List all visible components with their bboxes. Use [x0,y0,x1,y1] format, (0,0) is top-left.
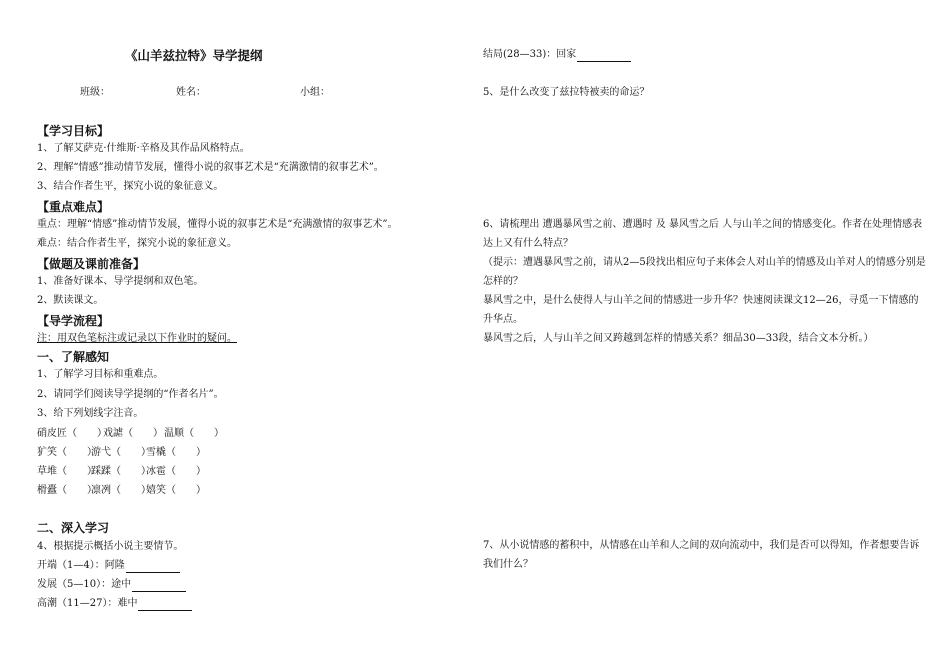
objective-item: 2、理解“情感”推动情节发展，懂得小说的叙事艺术是“充满激情的叙事艺术”。 [37,162,384,173]
pinyin-cell: 温顺（ ） [164,428,224,439]
pinyin-cell: 草堆（ ） [37,466,97,477]
plot-line [37,578,186,592]
pinyin-cell: 硝皮匠（ ） [37,428,107,439]
plot-line [37,597,192,611]
answer-blank[interactable] [132,580,186,592]
understand-item: 3、给下列划线字注音。 [37,408,144,419]
class-label: 班级： [80,87,110,98]
key-point-item: 难点：结合作者生平，探究小说的象征意义。 [37,238,237,249]
section-understand: 一、了解感知 [37,350,110,364]
section-flow: 【导学流程】 [37,314,110,328]
hint-after-storm: 暴风雪之后，人与山羊之间又跨越到怎样的情感关系？细品30—33段，结合文本分析。） [483,333,874,344]
question-5: 5、是什么改变了兹拉特被卖的命运？ [483,87,650,98]
plot-label: 发展（5—10）：途中 [37,579,132,590]
prep-item: 1、准备好课本、导学提纲和双色笔。 [37,276,204,287]
pinyin-cell: 犷笑（ ） [37,447,97,458]
plot-label: 开端（1—4）：阿隆 [37,560,125,571]
answer-blank[interactable] [138,599,192,611]
plot-line [483,48,631,62]
prep-item: 2、默读课文。 [37,295,104,306]
objective-item: 3、结合作者生平，探究小说的象征意义。 [37,181,224,192]
answer-blank[interactable] [126,561,180,573]
pinyin-cell: 嬉笑（ ） [146,485,206,496]
plot-prompt: 4、根据提示概括小说主要情节。 [37,541,184,552]
name-label: 姓名： [176,87,206,98]
pinyin-cell: 戏謔（ ） [103,428,163,439]
pinyin-cell: 凛冽（ ） [91,485,151,496]
section-deep: 二、深入学习 [37,521,110,535]
understand-item: 2、请同学们阅读导学提纲的“作者名片”。 [37,389,224,400]
plot-label: 结局(28—33)：回家 [483,49,577,60]
key-point-item: 重点：理解“情感”推动情节发展，懂得小说的叙事艺术是“充满激情的叙事艺术”。 [37,219,398,230]
plot-label: 高潮（11—27）：难中 [37,598,138,609]
understand-item: 1、了解学习目标和重难点。 [37,369,164,380]
plot-line [37,559,180,573]
hint-before-storm: （提示：遭遇暴风雪之前，请从2—5段找出相应句子来体会人对山羊的情感及山羊对人的情感分别是怎样的？ [483,257,926,287]
flow-note: 注：用双色笔标注或记录以下作业时的疑问。 [37,333,237,344]
pinyin-cell: 雪橇（ ） [146,447,206,458]
objective-item: 1、了解艾萨克·什维斯·辛格及其作品风格特点。 [37,143,250,154]
pinyin-cell: 游弋（ ） [91,447,151,458]
answer-blank[interactable] [577,50,631,62]
pinyin-cell: 冰雹（ ） [146,466,206,477]
section-key-points: 【重点难点】 [37,200,110,214]
pinyin-cell: 踩蹂（ ） [91,466,151,477]
group-label: 小组： [300,87,330,98]
hint-during-storm: 暴风雪之中，是什么使得人与山羊之间的情感进一步升华？快速阅读课文12—26，寻觅一下情感的升华点。 [483,295,919,325]
question-7: 7、从小说情感的蓄积中，从情感在山羊和人之间的双向流动中，我们是否可以得知，作者想要告诉我们什么？ [483,540,920,570]
section-objectives: 【学习目标】 [37,124,110,138]
question-6: 6、请梳理出 遭遇暴风雪之前、遭遇时 及 暴风雪之后 人与山羊之间的情感变化。作者在处理情感表达上又有什么特点？ [483,219,923,249]
pinyin-cell: 榾蠹（ ） [37,485,97,496]
page-title: 《山羊兹拉特》导学提纲 [125,48,263,63]
section-prep: 【做题及课前准备】 [37,257,146,271]
